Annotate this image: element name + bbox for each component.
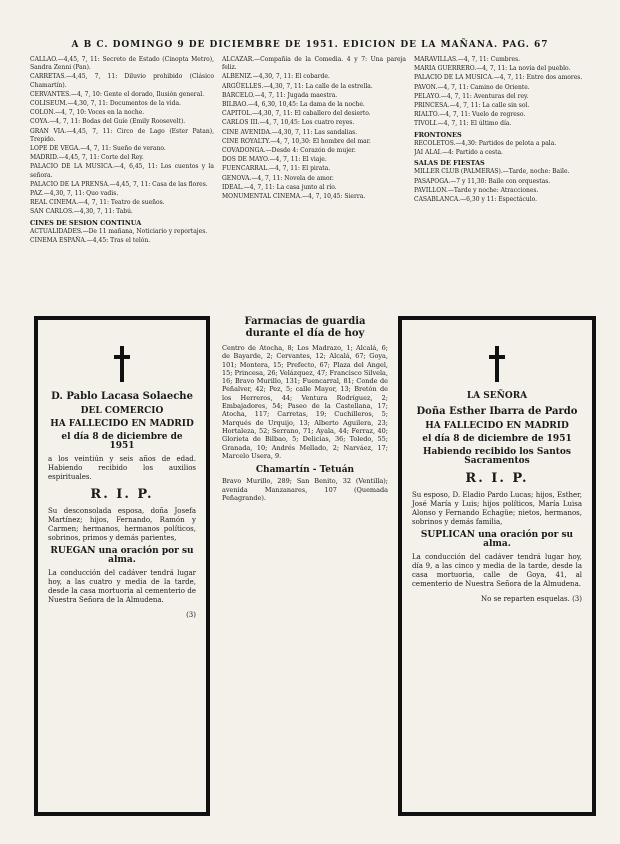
- listing-item: LOPE DE VEGA.—4, 7, 11: Sueño de verano.: [30, 145, 166, 153]
- listing-item: BILBAO.—4, 6,30, 10,45: La dama de la noche.: [222, 101, 365, 109]
- listing-item: PALACIO DE LA MUSICA.—4, 7, 11: Entre dos amores.: [414, 74, 583, 82]
- listing-item: PAVON.—4, 7, 11: Camino de Oriente.: [414, 83, 530, 91]
- pharmacies-subtitle: Chamartín - Tetuán: [255, 465, 355, 476]
- obituary-family: Su esposo, D. Eladio Pardo Lucas; hijos, Esther, José María y Luis; hijos políticos, María Luisa Alonso y Fernando Echagüe; nietos, hermanos, sobrinos y demás familia,: [412, 491, 582, 526]
- listing-item: CERVANTES.—4, 7, 10: Gente el dorado, Ilusión general.: [30, 90, 205, 98]
- listing-item: PAZ.—4,30, 7, 11: Quo vadis.: [30, 190, 119, 198]
- listings-column-2: [222, 56, 406, 311]
- listing-item: BARCELO.—4, 7, 11: Jugada maestra.: [222, 91, 338, 99]
- obituary-fallecio: HA FALLECIDO EN MADRID: [50, 419, 194, 429]
- listing-item: RECOLETOS.—4,30: Partidos de pelota a pala.: [414, 139, 557, 147]
- listings-column-1: [30, 56, 214, 311]
- obituary-number: (3): [186, 611, 196, 619]
- listing-item: PAVILLON.—Tarde y noche: Atracciones.: [414, 186, 539, 194]
- pharmacies-subtext: Bravo Murillo, 289; San Benito, 32 (Ventilla); avenida Manzanares, 107 (Quemada Peñagrande).: [222, 477, 388, 503]
- listing-item: PALACIO DE LA MUSICA.—4, 6,45, 11: Los cuentos y la señora.: [30, 163, 214, 179]
- obituary-subtitle: DEL COMERCIO: [80, 406, 164, 416]
- obituary-family: Su desconsolada esposa, doña Josefa Martínez; hijos, Fernando, Ramón y Carmen; hermanos, hermanos políticos, sobrinos, primos y demás parientes,: [48, 507, 196, 542]
- listing-item: PASAPOGA.—7 y 11,30: Baile con orquestas.: [414, 177, 551, 185]
- listing-item: CALLAO.—4,45, 7, 11: Secreto de Estado (Cinopta Metro), Sandra Zenni (Pan).: [30, 56, 214, 72]
- obituary-date: el día 8 de diciembre de 1951: [61, 432, 183, 451]
- listing-item: ARGÜELLES.—4,30, 7, 11: La calle de la estrella.: [222, 82, 373, 90]
- listing-item: CASABLANCA.—6,30 y 11: Espectáculo.: [414, 196, 538, 204]
- listing-item: MARIA GUERRERO.—4, 7, 11: La novia del pueblo.: [414, 65, 571, 73]
- obituary-rip: R. I. P.: [465, 471, 529, 486]
- listing-item: COLISEUM.—4,30, 7, 11: Documentos de la vida.: [30, 100, 181, 108]
- listing-item: ALCAZAR.—Compañía de la Comedia. 4 y 7: Una pareja feliz.: [222, 56, 406, 72]
- listing-item: JAI ALAI.—4: Partido a cesta.: [414, 149, 503, 157]
- obituary-senora: LA SEÑORA: [466, 391, 528, 401]
- obituary-age: a los veintiún y seis años de edad. Habiendo recibido los auxilios espirituales.: [48, 455, 196, 481]
- listing-item: MILLER CLUB (PALMERAS).—Tarde, noche: Baile.: [414, 168, 570, 176]
- listing-item: COVADONGA.—Desde 4: Corazón de mujer.: [222, 147, 356, 155]
- listing-item: CARLOS III.—4, 7, 10,45: Los cuatro reyes.: [222, 119, 355, 127]
- obituary-ruegan: SUPLICAN una oración por su alma.: [420, 530, 574, 549]
- pharmacies-title: Farmacias de guardia durante el día de hoy: [244, 316, 366, 339]
- listing-item: CARRETAS.—4,45, 7, 11: Diluvio prohibido (Clásico Chamartín).: [30, 73, 214, 89]
- listing-item: COLON.—4, 7, 10: Voces en la noche.: [30, 109, 145, 117]
- obituary-ruegan: RUEGAN una oración por su alma.: [50, 546, 194, 565]
- pharmacies-text: Centro de Atocha, 8; Los Madrazo, 1; Alcalá, 6; de Bayarde, 2; Cervantes, 12; Alcalá, 67; Goya, 101; Montera, 15; Prefecto, 67; Plaza del Angel, 15; Princesa, 26; Velázquez, 47; Francisco Silvela, 16; Bravo Murillo, 131; Fuencarral, 81; Conde de Peñalver, 42; Pez, 5; calle Mayor, 13; Bretón de los Herreros, 44; Ventura Rodríguez, 2; Embajadores, 54; Paseo de la Castellana, 17; Atocha, 117; Carretas, 19; Cuchilleros, 5; Marqués de Urquijo, 13; Alberto Aguilera, 23; Hortaleza, 52; Serrano, 71; Ayala, 44; Ferraz, 40; Glorieta de Bilbao, 5; Delicias, 36; Toledo, 55; Granada, 10; Andrés Mellado, 2; Narváez, 17; Marcelo Usera, 9.: [222, 344, 388, 460]
- listing-item: CINEMA ESPAÑA.—4,45: Tras el telón.: [30, 237, 151, 245]
- cross-icon: [489, 346, 505, 382]
- obituary-sacramentos: Habiendo recibido los Santos Sacramentos: [423, 447, 571, 466]
- obituary-name: D. Pablo Lacasa Solaeche: [51, 391, 193, 402]
- obituary-no-invita: No se reparten esquelas. (3): [481, 595, 582, 603]
- listing-item: REAL CINEMA.—4, 7, 11: Teatro de sueños.: [30, 199, 165, 207]
- listing-item: RIALTO.—4, 7, 11: Vuelo de regreso.: [414, 111, 526, 119]
- obituary-fallecio: HA FALLECIDO EN MADRID: [425, 421, 569, 431]
- obituary-right: [398, 316, 596, 816]
- listing-item: CINE AVENIDA.—4,30, 7, 11: Las sandalias.: [222, 128, 358, 136]
- section-heading: FRONTONES: [414, 130, 462, 139]
- listing-item: MONUMENTAL CINEMA.—4, 7, 10,45: Sierra.: [222, 193, 366, 201]
- obituary-date: el día 8 de diciembre de 1951: [422, 434, 572, 444]
- listing-item: CAPITOL.—4,30, 7, 11: El caballero del desierto.: [222, 110, 371, 118]
- obituary-rip: R. I. P.: [90, 487, 154, 502]
- listing-item: MADRID.—4,45, 7, 11: Corte del Rey.: [30, 154, 144, 162]
- page-header: A B C. DOMINGO 9 DE DICIEMBRE DE 1951. EDICION DE LA MAÑANA. PAG. 67: [71, 40, 549, 50]
- listing-item: MARAVILLAS.—4, 7, 11: Cumbres.: [414, 56, 521, 63]
- listing-item: DOS DE MAYO.—4, 7, 11: El viaje.: [222, 156, 327, 164]
- obituary-conduccion: La conducción del cadáver tendrá lugar hoy, día 9, a las cinco y media de la tarde, desde la casa mortuoria, calle de Goya, 41, al cementerio de Nuestra Señora de la Almudena.: [412, 553, 582, 588]
- section-heading: SALAS DE FIESTAS: [414, 159, 485, 168]
- section-heading: CINES DE SESION CONTINUA: [30, 218, 142, 227]
- obituary-conduccion: La conducción del cadáver tendrá lugar hoy, a las cuatro y media de la tarde, desde la casa mortuoria al cementerio de Nuestra Señora de la Almudena.: [48, 569, 196, 604]
- cross-icon: [114, 346, 130, 382]
- listing-item: ACTUALIDADES.—De 11 mañana, Noticiario y reportajes.: [30, 227, 208, 235]
- listing-item: TIVOLI.—4, 7, 11: El último día.: [414, 120, 512, 128]
- obituary-name: Doña Esther Ibarra de Pardo: [416, 406, 578, 417]
- pharmacies-column: [222, 316, 388, 816]
- listing-item: CINE ROYALTY.—4, 7, 10,30: El hombre del mar.: [222, 137, 371, 145]
- listing-item: GRAN VIA.—4,45, 7, 11: Circo de Lago (Ester Patan), Trepido.: [30, 127, 214, 143]
- listing-item: PELAYO.—4, 7, 11: Aventuras del rey.: [414, 92, 529, 100]
- bottom-section: [34, 316, 596, 826]
- listing-item: COYA.—4, 7, 11: Bodas del Guíe (Emily Roosevelt).: [30, 118, 186, 126]
- listing-item: SAN CARLOS.—4,30, 7, 11: Tabú.: [30, 208, 133, 216]
- obituary-left: [34, 316, 210, 816]
- listings-columns: [30, 56, 598, 311]
- listing-item: GENOVA.—4, 7, 11: Novela de amor.: [222, 174, 334, 182]
- listing-item: FUENCARRAL.—4, 7, 11: El pirata.: [222, 165, 331, 173]
- listing-item: PRINCESA.—4, 7, 11: La calle sin sol.: [414, 102, 530, 110]
- listings-column-3: [414, 56, 598, 311]
- listing-item: IDEAL.—4, 7, 11: La casa junto al río.: [222, 183, 337, 191]
- listing-item: PALACIO DE LA PRENSA.—4,45, 7, 11: Casa de las flores.: [30, 180, 208, 188]
- listing-item: ALBENIZ.—4,30, 7, 11: El cobarde.: [222, 73, 330, 81]
